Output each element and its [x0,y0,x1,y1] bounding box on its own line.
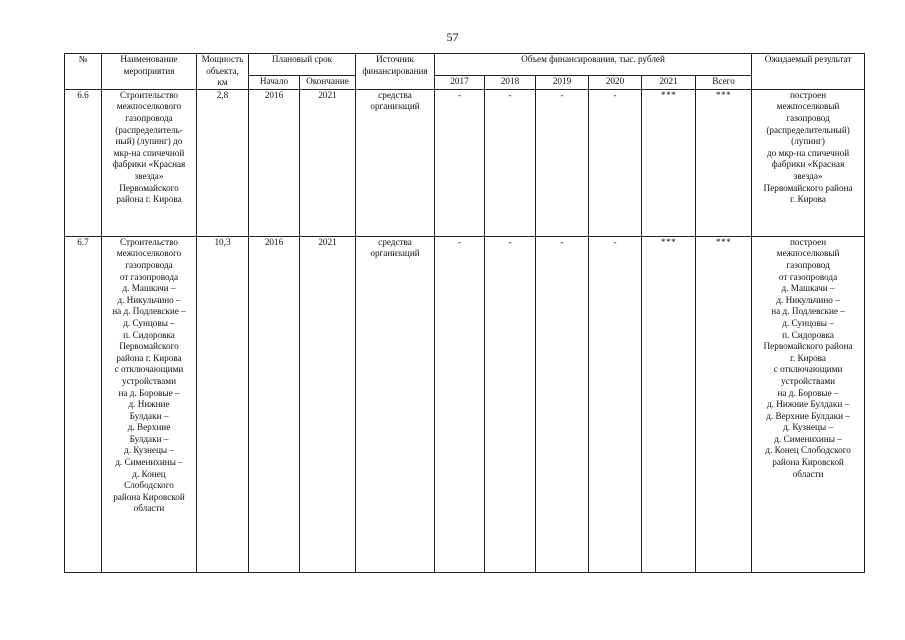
row-2017: - [435,89,485,236]
row-total: *** [696,236,752,572]
row-2019: - [536,236,589,572]
header-source: Источник финансирования [356,54,435,90]
row-name: Строительство межпоселкового газопровода от газопровода д. Машкачи – д. Никульчино – на д. Подлевские – д. Сунцовы – п. Сидоровка Первомайского района г. Кирова с отключающими устройствами на д. Боровые – д. Нижние Булдаки – д. Верхние Булдаки – д. Кузнецы – д. Сименихины – д. Конец Слободского района Кировской области [102,236,197,572]
row-2020: - [589,89,642,236]
row-2020: - [589,236,642,572]
row-2021: *** [642,89,696,236]
row-total: *** [696,89,752,236]
header-result: Ожидаемый результат [752,54,865,90]
row-source: средства организаций [356,89,435,236]
header-financing: Объем финансирования, тыс. рублей [435,54,752,76]
header-year-2020: 2020 [589,75,642,89]
header-total: Всего [696,75,752,89]
row-num: 6.7 [65,236,102,572]
header-year-2019: 2019 [536,75,589,89]
page-number: 57 [446,30,459,44]
header-num: № [65,54,102,90]
row-end: 2021 [300,89,356,236]
row-num: 6.6 [65,89,102,236]
row-2018: - [485,236,536,572]
financing-table [64,53,865,573]
header-plan-end: Окончание [300,75,356,89]
row-source: средства организаций [356,236,435,572]
row-2021: *** [642,236,696,572]
header-year-2018: 2018 [485,75,536,89]
table-row [65,89,865,236]
header-year-2021: 2021 [642,75,696,89]
header-plan: Плановый срок [249,54,356,76]
header-capacity: Мощность объекта, км [197,54,249,90]
row-2019: - [536,89,589,236]
row-end: 2021 [300,236,356,572]
row-start: 2016 [249,89,300,236]
row-2017: - [435,236,485,572]
row-result: построен межпоселковый газопровод от газопровода д. Машкачи – д. Никульчино – на д. Подлевские – д. Сунцовы – п. Сидоровка Первомайского района г. Кирова с отключающими устройствами на д. Боровые – д. Нижние Булдаки – д. Верхние Булдаки – д. Кузнецы – д. Сименихины – д. Конец Слободского района Кировской области [752,236,865,572]
header-row-1 [65,54,865,76]
row-name: Строительство межпоселкового газопровода (распределитель- ный) (лупинг) до мкр-на спичечной фабрики «Красная звезда» Первомайского района г. Кирова [102,89,197,236]
header-year-2017: 2017 [435,75,485,89]
row-result: построен межпоселковый газопровод (распределительный) (лупинг) до мкр-на спичечной фабрики «Красная звезда» Первомайского района г. Кирова [752,89,865,236]
row-capacity: 2,8 [197,89,249,236]
row-capacity: 10,3 [197,236,249,572]
header-name: Наименование мероприятия [102,54,197,90]
row-2018: - [485,89,536,236]
header-plan-start: Начало [249,75,300,89]
row-start: 2016 [249,236,300,572]
table-row [65,236,865,572]
